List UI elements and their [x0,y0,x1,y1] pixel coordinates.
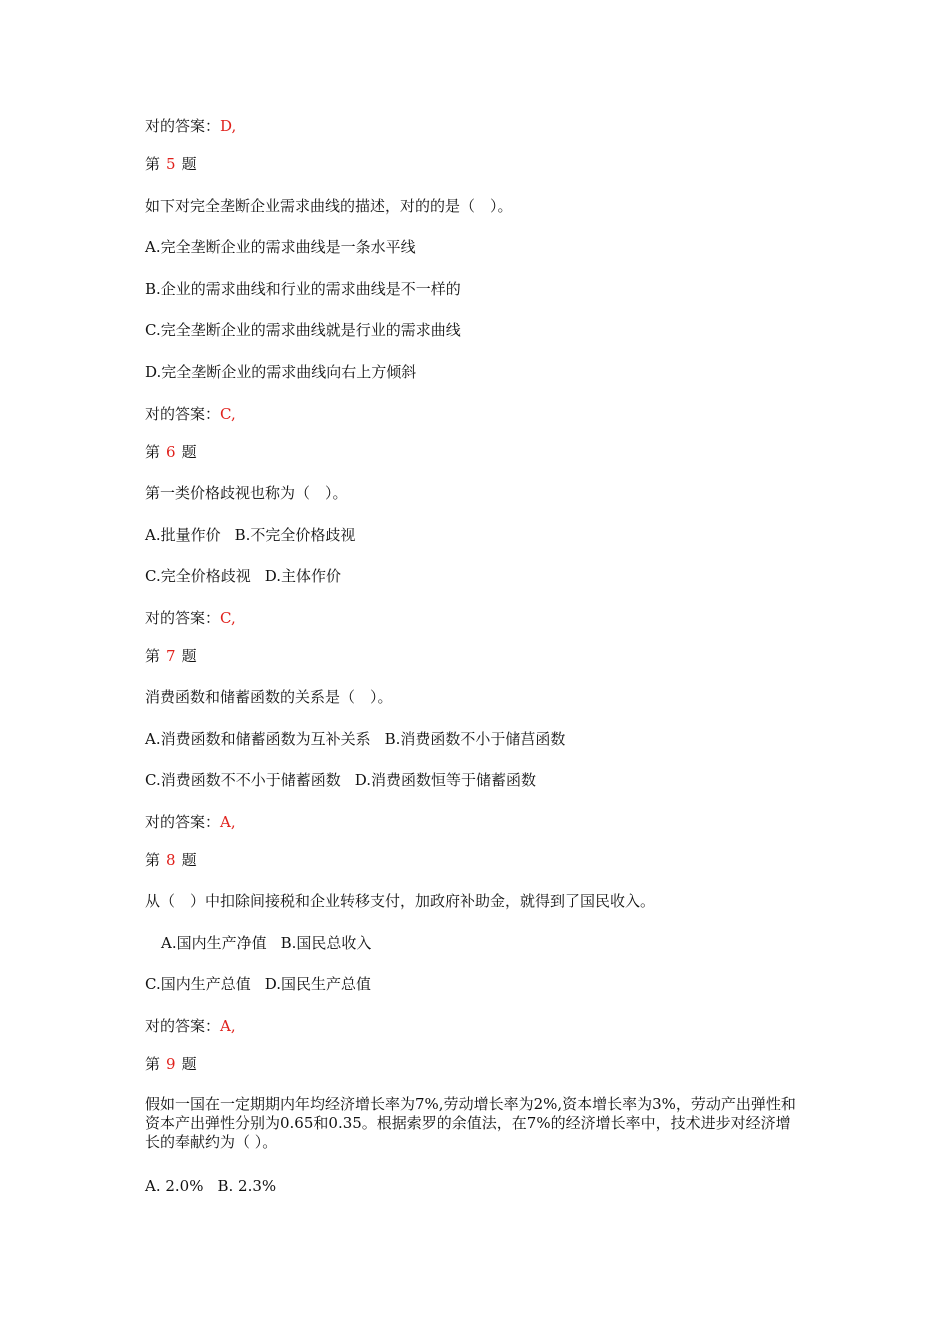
option-d: D.国民生产总值 [264,975,371,993]
answer-value: A, [220,1017,236,1035]
question-heading-6 [145,442,197,462]
answer-label: 对的答案： [145,1017,221,1035]
options-row-cd [145,566,341,586]
options-row-ab [145,1176,276,1196]
options-row-cd [145,770,536,790]
option-b: B.企业的需求曲线和行业的需求曲线是不一样的 [145,280,461,298]
answer-value: A, [220,813,236,831]
question-number: 5 [166,155,176,173]
option-d: D.完全垄断企业的需求曲线向右上方倾斜 [145,363,417,381]
option-d: D.消费函数恒等于储蓄函数 [354,771,536,789]
option-a: A. 2.0% [145,1177,204,1195]
question-text-9: 假如一国在一定期期内年均经济增长率为7%,劳动增长率为2%,资本增长率为3%，劳动产出弹性和资本产出弹性分别为0.65和0.35。根据索罗的余值法，在7%的经济增长率中，技术进步对经济增长的奉献约为（ ）。 [145,1095,796,1151]
options-row-ab [145,729,565,749]
answer-value: C, [220,405,236,423]
options-row-ab [145,525,355,545]
option-a: A.批量作价 [145,526,221,544]
heading-prefix: 第 [145,155,161,173]
option-c: C.完全垄断企业的需求曲线就是行业的需求曲线 [145,321,461,339]
question-heading-5 [145,154,197,174]
heading-prefix: 第 [145,851,161,869]
question-heading-8 [145,850,197,870]
option-b: B.消费函数不小于储莒函数 [384,730,566,748]
option-b: B.国民总收入 [280,934,372,952]
answer-label: 对的答案： [145,609,221,627]
question-text-8: 从（ ）中扣除间接税和企业转移支付，加政府补助金，就得到了国民收入。 [145,892,656,910]
option-b: B.不完全价格歧视 [234,526,356,544]
heading-suffix: 题 [181,851,197,869]
answer-line-7 [145,812,236,832]
option-a: A.国内生产净值 [161,934,267,952]
answer-line-5 [145,404,236,424]
answer-label: 对的答案： [145,813,221,831]
options-row-cd [145,974,371,994]
heading-suffix: 题 [181,443,197,461]
question-number: 8 [166,851,176,869]
heading-prefix: 第 [145,647,161,665]
answer-line-6 [145,608,236,628]
answer-value: D, [220,117,237,135]
question-heading-7 [145,646,197,666]
heading-prefix: 第 [145,1055,161,1073]
question-text-6: 第一类价格歧视也称为（ ）。 [145,484,348,502]
question-text-5: 如下对完全垄断企业需求曲线的描述，对的的是（ ）。 [145,197,513,215]
answer-line-4 [145,116,236,136]
heading-suffix: 题 [181,155,197,173]
answer-value: C, [220,609,236,627]
option-c: C.完全价格歧视 [145,567,251,585]
answer-label: 对的答案： [145,117,221,135]
question-heading-9 [145,1054,197,1074]
question-text-7: 消费函数和储蓄函数的关系是（ ）。 [145,688,393,706]
answer-label: 对的答案： [145,405,221,423]
heading-suffix: 题 [181,1055,197,1073]
heading-suffix: 题 [181,647,197,665]
option-a: A.完全垄断企业的需求曲线是一条水平线 [145,238,416,256]
options-row-ab [145,933,371,953]
question-number: 9 [166,1055,176,1073]
option-c: C.国内生产总值 [145,975,251,993]
answer-line-8 [145,1016,236,1036]
question-number: 7 [166,647,176,665]
option-a: A.消费函数和储蓄函数为互补关系 [145,730,371,748]
heading-prefix: 第 [145,443,161,461]
option-b: B. 2.3% [217,1177,277,1195]
option-c: C.消费函数不不小于储蓄函数 [145,771,341,789]
question-number: 6 [166,443,176,461]
option-d: D.主体作价 [264,567,341,585]
